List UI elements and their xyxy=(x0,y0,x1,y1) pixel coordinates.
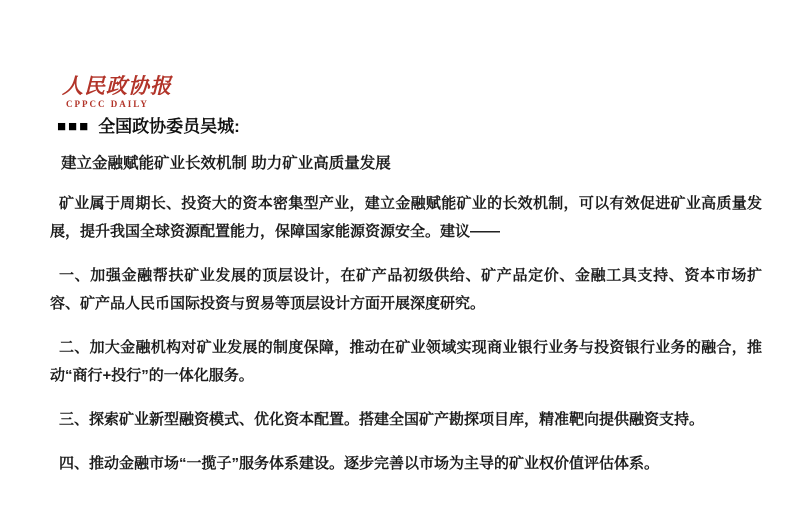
byline-row xyxy=(57,117,762,136)
article-body xyxy=(50,190,762,478)
byline-author: 全国政协委员吴城: xyxy=(98,117,240,136)
newspaper-logo-subtitle: CPPCC DAILY xyxy=(66,99,149,109)
article-headline: 建立金融赋能矿业长效机制 助力矿业高质量发展 xyxy=(61,155,391,172)
newspaper-logo: 人民政协报 xyxy=(62,73,172,98)
article-paragraph-point-2: 二、加大金融机构对矿业发展的制度保障，推动在矿业领域实现商业银行业务与投资银行业务的融合，推动“商行+投行”的一体化服务。 xyxy=(50,339,762,384)
article-paragraph-point-1: 一、加强金融帮扶矿业发展的顶层设计，在矿产品初级供给、矿产品定价、金融工具支持、资本市场扩容、矿产品人民币国际投资与贸易等顶层设计方面开展深度研究。 xyxy=(50,267,762,312)
article-content xyxy=(50,74,762,478)
masthead xyxy=(62,74,762,110)
article-paragraph-point-4: 四、推动金融市场“一揽子”服务体系建设。逐步完善以市场为主导的矿业权价值评估体系。 xyxy=(59,455,660,472)
article-paragraph-intro: 矿业属于周期长、投资大的资本密集型产业，建立金融赋能矿业的长效机制，可以有效促进矿业高质量发展，提升我国全球资源配置能力，保障国家能源资源安全。建议—— xyxy=(50,195,762,240)
byline-squares-icon: ■■■ xyxy=(57,118,91,135)
article-paragraph-point-3: 三、探索矿业新型融资模式、优化资本配置。搭建全国矿产勘探项目库，精准靶向提供融资支持。 xyxy=(59,411,705,428)
